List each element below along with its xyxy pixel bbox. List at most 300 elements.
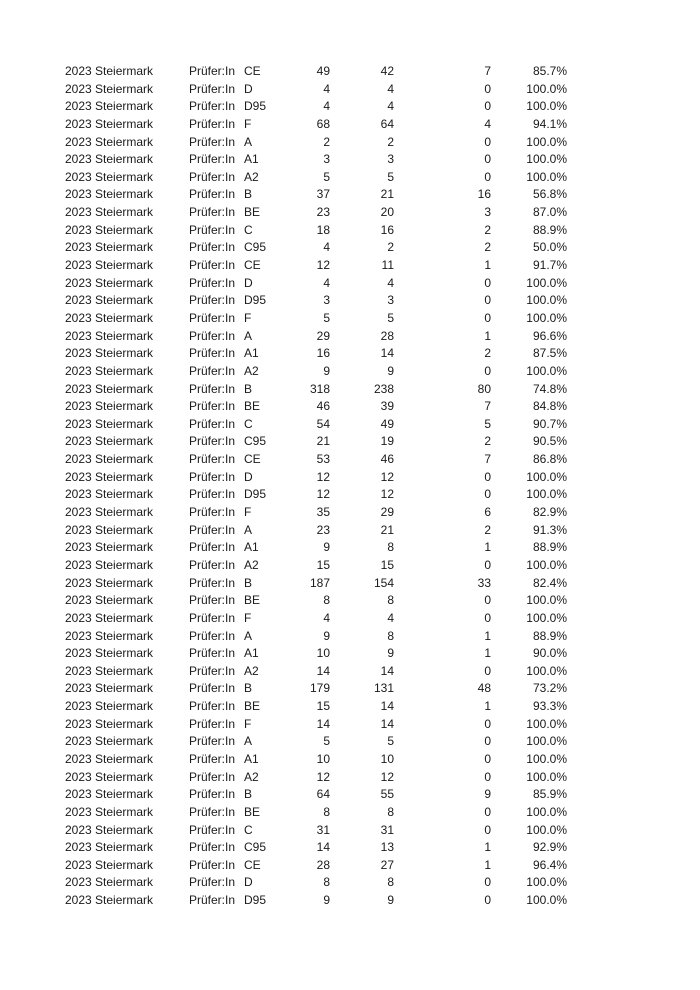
pass-rate-cell: 56.8% [532,187,567,202]
passed-count-cell: 9 [387,646,394,661]
failed-count-cell: 1 [484,540,491,555]
license-class-cell: CE [244,857,261,872]
table-row [0,575,700,593]
passed-count-cell: 4 [387,99,394,114]
passed-count-cell: 55 [380,787,394,802]
year-region-cell: 2023 Steiermark [65,99,154,114]
failed-count-cell: 0 [484,169,491,184]
total-count-cell: 3 [323,152,330,167]
pass-rate-cell: 90.7% [532,416,567,431]
table-row [0,275,700,293]
year-region-cell: 2023 Steiermark [65,346,154,361]
table-row [0,257,700,275]
year-region-cell: 2023 Steiermark [65,734,154,749]
role-cell: Prüfer:In [189,505,236,520]
total-count-cell: 49 [316,64,330,78]
failed-count-cell: 0 [484,293,491,308]
table-row [0,486,700,504]
year-region-cell: 2023 Steiermark [65,804,154,819]
failed-count-cell: 1 [484,328,491,343]
failed-count-cell: 1 [484,646,491,661]
passed-count-cell: 15 [380,557,394,572]
passed-count-cell: 5 [387,169,394,184]
role-cell: Prüfer:In [189,64,236,78]
failed-count-cell: 1 [484,857,491,872]
total-count-cell: 9 [323,893,330,908]
table-row [0,63,700,81]
table-row [0,663,700,681]
passed-count-cell: 14 [380,346,394,361]
license-class-cell: A [244,328,253,343]
total-count-cell: 4 [323,275,330,290]
failed-count-cell: 2 [484,522,491,537]
total-count-cell: 23 [316,522,330,537]
license-class-cell: D [244,81,253,96]
total-count-cell: 29 [316,328,330,343]
passed-count-cell: 131 [373,681,394,696]
total-count-cell: 14 [316,716,330,731]
role-cell: Prüfer:In [189,99,236,114]
year-region-cell: 2023 Steiermark [65,169,154,184]
table-row [0,134,700,152]
table-row [0,628,700,646]
license-class-cell: A [244,628,253,643]
year-region-cell: 2023 Steiermark [65,275,154,290]
table-row [0,98,700,116]
failed-count-cell: 0 [484,275,491,290]
passed-count-cell: 12 [380,469,394,484]
pass-rate-cell: 100.0% [526,81,567,96]
total-count-cell: 5 [323,310,330,325]
role-cell: Prüfer:In [189,840,236,855]
total-count-cell: 8 [323,593,330,608]
failed-count-cell: 9 [484,787,491,802]
table-row [0,310,700,328]
license-class-cell: B [244,787,253,802]
table-row [0,239,700,257]
license-class-cell: C95 [244,434,267,449]
passed-count-cell: 238 [373,381,394,396]
failed-count-cell: 0 [484,134,491,149]
pass-rate-cell: 100.0% [526,99,567,114]
total-count-cell: 68 [316,116,330,131]
license-class-cell: D95 [244,99,267,114]
failed-count-cell: 0 [484,557,491,572]
passed-count-cell: 8 [387,628,394,643]
year-region-cell: 2023 Steiermark [65,134,154,149]
table-row [0,151,700,169]
year-region-cell: 2023 Steiermark [65,258,154,273]
year-region-cell: 2023 Steiermark [65,628,154,643]
total-count-cell: 46 [316,399,330,414]
year-region-cell: 2023 Steiermark [65,81,154,96]
failed-count-cell: 1 [484,258,491,273]
pass-rate-cell: 85.7% [532,64,567,78]
year-region-cell: 2023 Steiermark [65,328,154,343]
total-count-cell: 187 [309,575,330,590]
passed-count-cell: 39 [380,399,394,414]
table-row [0,469,700,487]
year-region-cell: 2023 Steiermark [65,505,154,520]
year-region-cell: 2023 Steiermark [65,487,154,502]
pass-rate-cell: 82.4% [532,575,567,590]
license-class-cell: A1 [244,540,259,555]
role-cell: Prüfer:In [189,416,236,431]
pass-rate-cell: 100.0% [526,152,567,167]
failed-count-cell: 0 [484,804,491,819]
passed-count-cell: 2 [387,134,394,149]
passed-count-cell: 12 [380,769,394,784]
pass-rate-cell: 100.0% [526,663,567,678]
role-cell: Prüfer:In [189,258,236,273]
role-cell: Prüfer:In [189,893,236,908]
passed-count-cell: 13 [380,840,394,855]
pass-rate-cell: 100.0% [526,469,567,484]
role-cell: Prüfer:In [189,734,236,749]
total-count-cell: 12 [316,487,330,502]
pass-rate-cell: 100.0% [526,275,567,290]
role-cell: Prüfer:In [189,769,236,784]
table-row [0,451,700,469]
year-region-cell: 2023 Steiermark [65,187,154,202]
table-row [0,416,700,434]
pass-rate-cell: 100.0% [526,734,567,749]
role-cell: Prüfer:In [189,646,236,661]
table-row [0,539,700,557]
failed-count-cell: 0 [484,663,491,678]
license-class-cell: A1 [244,646,259,661]
pass-rate-cell: 88.9% [532,628,567,643]
passed-count-cell: 64 [380,116,394,131]
failed-count-cell: 2 [484,240,491,255]
license-class-cell: A2 [244,169,259,184]
year-region-cell: 2023 Steiermark [65,222,154,237]
table-row [0,892,700,910]
table-row [0,716,700,734]
table-row [0,363,700,381]
license-class-cell: A [244,522,253,537]
table-row [0,822,700,840]
license-class-cell: F [244,116,252,131]
license-class-cell: C [244,222,253,237]
pass-rate-cell: 88.9% [532,540,567,555]
role-cell: Prüfer:In [189,381,236,396]
passed-count-cell: 16 [380,222,394,237]
year-region-cell: 2023 Steiermark [65,240,154,255]
license-class-cell: CE [244,452,261,467]
failed-count-cell: 7 [484,452,491,467]
failed-count-cell: 1 [484,628,491,643]
year-region-cell: 2023 Steiermark [65,452,154,467]
failed-count-cell: 0 [484,875,491,890]
role-cell: Prüfer:In [189,540,236,555]
table-row [0,116,700,134]
table-row [0,874,700,892]
year-region-cell: 2023 Steiermark [65,540,154,555]
license-class-cell: A [244,734,253,749]
table-row [0,610,700,628]
year-region-cell: 2023 Steiermark [65,610,154,625]
pass-rate-cell: 96.4% [532,857,567,872]
role-cell: Prüfer:In [189,469,236,484]
license-class-cell: B [244,187,253,202]
table-row [0,769,700,787]
passed-count-cell: 14 [380,663,394,678]
license-class-cell: C [244,416,253,431]
pass-rate-cell: 92.9% [532,840,567,855]
passed-count-cell: 19 [380,434,394,449]
role-cell: Prüfer:In [189,716,236,731]
total-count-cell: 23 [316,205,330,220]
passed-count-cell: 31 [380,822,394,837]
failed-count-cell: 0 [484,893,491,908]
failed-count-cell: 0 [484,822,491,837]
role-cell: Prüfer:In [189,628,236,643]
passed-count-cell: 28 [380,328,394,343]
table-row [0,345,700,363]
license-class-cell: F [244,505,252,520]
passed-count-cell: 4 [387,610,394,625]
pass-rate-cell: 91.3% [532,522,567,537]
total-count-cell: 9 [323,363,330,378]
total-count-cell: 14 [316,663,330,678]
failed-count-cell: 0 [484,81,491,96]
passed-count-cell: 21 [380,187,394,202]
total-count-cell: 4 [323,240,330,255]
role-cell: Prüfer:In [189,787,236,802]
year-region-cell: 2023 Steiermark [65,751,154,766]
pass-rate-cell: 100.0% [526,293,567,308]
total-count-cell: 8 [323,804,330,819]
table-row [0,839,700,857]
failed-count-cell: 7 [484,64,491,78]
passed-count-cell: 20 [380,205,394,220]
role-cell: Prüfer:In [189,187,236,202]
year-region-cell: 2023 Steiermark [65,469,154,484]
license-class-cell: A [244,134,253,149]
role-cell: Prüfer:In [189,81,236,96]
pass-rate-cell: 100.0% [526,363,567,378]
license-class-cell: D [244,875,253,890]
total-count-cell: 179 [309,681,330,696]
passed-count-cell: 14 [380,716,394,731]
license-class-cell: B [244,575,253,590]
license-class-cell: BE [244,593,261,608]
table-row [0,645,700,663]
year-region-cell: 2023 Steiermark [65,381,154,396]
table-row [0,504,700,522]
passed-count-cell: 5 [387,310,394,325]
pass-rate-cell: 100.0% [526,804,567,819]
license-class-cell: BE [244,205,261,220]
role-cell: Prüfer:In [189,205,236,220]
pass-rate-cell: 74.8% [532,381,567,396]
passed-count-cell: 46 [380,452,394,467]
year-region-cell: 2023 Steiermark [65,293,154,308]
year-region-cell: 2023 Steiermark [65,522,154,537]
failed-count-cell: 0 [484,310,491,325]
failed-count-cell: 1 [484,699,491,714]
role-cell: Prüfer:In [189,346,236,361]
failed-count-cell: 0 [484,751,491,766]
total-count-cell: 10 [316,646,330,661]
year-region-cell: 2023 Steiermark [65,64,154,78]
table-row [0,169,700,187]
license-class-cell: CE [244,258,261,273]
table-row [0,698,700,716]
year-region-cell: 2023 Steiermark [65,787,154,802]
total-count-cell: 15 [316,557,330,572]
pass-rate-cell: 100.0% [526,822,567,837]
year-region-cell: 2023 Steiermark [65,646,154,661]
role-cell: Prüfer:In [189,822,236,837]
pass-rate-cell: 73.2% [532,681,567,696]
failed-count-cell: 0 [484,593,491,608]
license-class-cell: D [244,469,253,484]
pass-rate-cell: 91.7% [532,258,567,273]
failed-count-cell: 80 [477,381,491,396]
role-cell: Prüfer:In [189,275,236,290]
license-class-cell: A1 [244,751,259,766]
license-class-cell: C [244,822,253,837]
passed-count-cell: 10 [380,751,394,766]
year-region-cell: 2023 Steiermark [65,593,154,608]
license-class-cell: BE [244,699,261,714]
total-count-cell: 53 [316,452,330,467]
failed-count-cell: 3 [484,205,491,220]
table-row [0,186,700,204]
year-region-cell: 2023 Steiermark [65,575,154,590]
table-row [0,857,700,875]
pass-rate-cell: 100.0% [526,593,567,608]
passed-count-cell: 27 [380,857,394,872]
year-region-cell: 2023 Steiermark [65,769,154,784]
table-row [0,433,700,451]
role-cell: Prüfer:In [189,857,236,872]
role-cell: Prüfer:In [189,593,236,608]
license-class-cell: A1 [244,346,259,361]
failed-count-cell: 48 [477,681,491,696]
table-row [0,398,700,416]
failed-count-cell: 5 [484,416,491,431]
year-region-cell: 2023 Steiermark [65,363,154,378]
passed-count-cell: 4 [387,275,394,290]
total-count-cell: 318 [309,381,330,396]
year-region-cell: 2023 Steiermark [65,699,154,714]
license-class-cell: BE [244,804,261,819]
role-cell: Prüfer:In [189,434,236,449]
table-row [0,328,700,346]
total-count-cell: 4 [323,610,330,625]
passed-count-cell: 42 [380,64,394,78]
license-class-cell: D95 [244,487,267,502]
total-count-cell: 3 [323,293,330,308]
pass-rate-cell: 86.8% [532,452,567,467]
role-cell: Prüfer:In [189,310,236,325]
failed-count-cell: 4 [484,116,491,131]
failed-count-cell: 0 [484,769,491,784]
failed-count-cell: 0 [484,734,491,749]
total-count-cell: 21 [316,434,330,449]
role-cell: Prüfer:In [189,152,236,167]
pass-rate-cell: 100.0% [526,893,567,908]
total-count-cell: 8 [323,875,330,890]
passed-count-cell: 4 [387,81,394,96]
table-row [0,381,700,399]
license-class-cell: A2 [244,363,259,378]
passed-count-cell: 9 [387,893,394,908]
pass-rate-cell: 100.0% [526,557,567,572]
role-cell: Prüfer:In [189,804,236,819]
license-class-cell: CE [244,64,261,78]
total-count-cell: 12 [316,469,330,484]
passed-count-cell: 49 [380,416,394,431]
failed-count-cell: 0 [484,363,491,378]
role-cell: Prüfer:In [189,663,236,678]
role-cell: Prüfer:In [189,699,236,714]
license-class-cell: A2 [244,663,259,678]
table-row [0,522,700,540]
total-count-cell: 18 [316,222,330,237]
total-count-cell: 31 [316,822,330,837]
year-region-cell: 2023 Steiermark [65,663,154,678]
pass-rate-cell: 94.1% [532,116,567,131]
pass-rate-cell: 96.6% [532,328,567,343]
total-count-cell: 2 [323,134,330,149]
license-class-cell: C95 [244,240,267,255]
total-count-cell: 9 [323,628,330,643]
pass-rate-cell: 82.9% [532,505,567,520]
passed-count-cell: 8 [387,875,394,890]
role-cell: Prüfer:In [189,293,236,308]
role-cell: Prüfer:In [189,681,236,696]
role-cell: Prüfer:In [189,116,236,131]
license-class-cell: B [244,381,253,396]
table-row [0,680,700,698]
year-region-cell: 2023 Steiermark [65,399,154,414]
year-region-cell: 2023 Steiermark [65,116,154,131]
total-count-cell: 9 [323,540,330,555]
table-row [0,222,700,240]
passed-count-cell: 154 [373,575,394,590]
passed-count-cell: 29 [380,505,394,520]
role-cell: Prüfer:In [189,240,236,255]
total-count-cell: 4 [323,99,330,114]
pass-rate-cell: 93.3% [532,699,567,714]
pass-rate-cell: 88.9% [532,222,567,237]
pass-rate-cell: 100.0% [526,610,567,625]
pass-rate-cell: 100.0% [526,134,567,149]
failed-count-cell: 2 [484,222,491,237]
role-cell: Prüfer:In [189,751,236,766]
total-count-cell: 14 [316,840,330,855]
license-class-cell: D [244,275,253,290]
license-class-cell: C95 [244,840,267,855]
pass-rate-cell: 100.0% [526,169,567,184]
role-cell: Prüfer:In [189,222,236,237]
failed-count-cell: 0 [484,610,491,625]
year-region-cell: 2023 Steiermark [65,716,154,731]
pass-rate-cell: 100.0% [526,310,567,325]
failed-count-cell: 33 [477,575,491,590]
year-region-cell: 2023 Steiermark [65,557,154,572]
table-row [0,751,700,769]
failed-count-cell: 0 [484,99,491,114]
passed-count-cell: 21 [380,522,394,537]
pass-rate-cell: 50.0% [532,240,567,255]
role-cell: Prüfer:In [189,399,236,414]
failed-count-cell: 0 [484,469,491,484]
